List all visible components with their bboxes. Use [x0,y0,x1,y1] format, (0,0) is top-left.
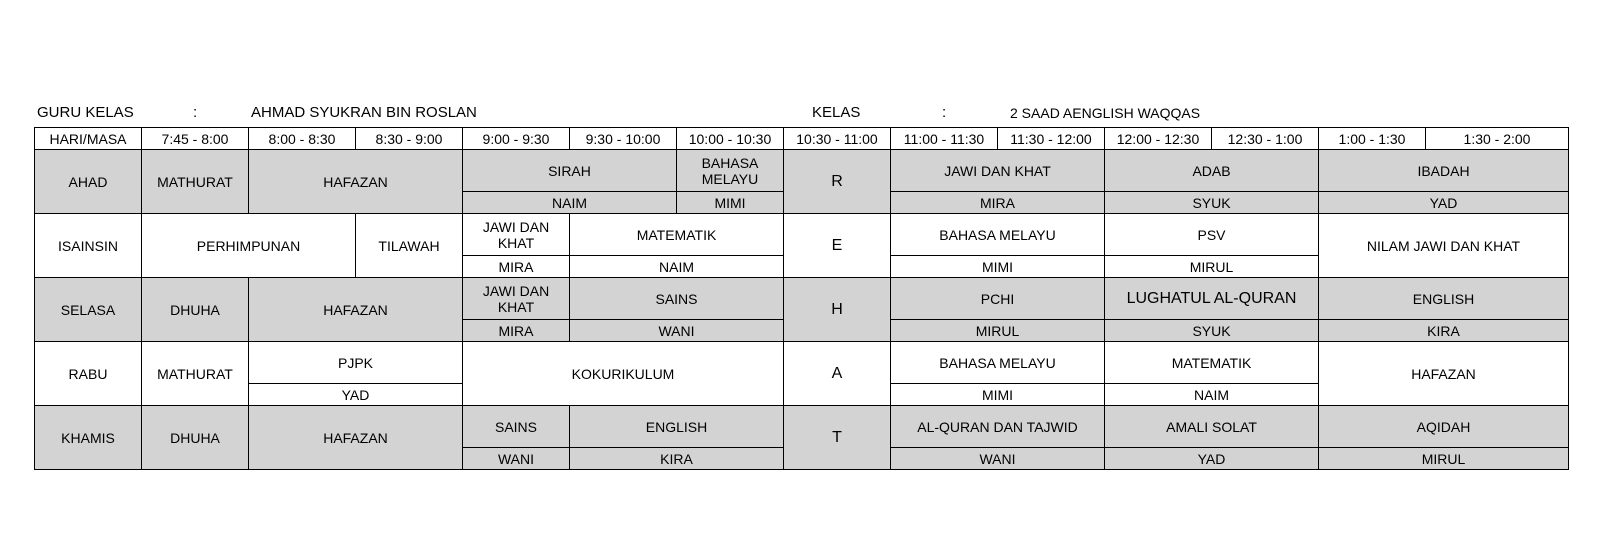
time-header-cell: 12:30 - 1:00 [1212,128,1319,150]
subject-cell: SAINS [570,278,784,320]
time-header-cell: 12:00 - 12:30 [1105,128,1212,150]
time-header-cell: 11:30 - 12:00 [998,128,1105,150]
teacher-cell: WANI [891,448,1105,470]
subject-cell: DHUHA [142,406,249,470]
day-row-isnin [35,214,1569,256]
guru-kelas-name: AHMAD SYUKRAN BIN ROSLAN [251,104,477,121]
subject-cell: ENGLISH [570,406,784,448]
subject-cell: JAWI DAN KHAT [463,214,570,256]
subject-cell: IBADAH [1319,150,1569,192]
subject-cell: SIRAH [463,150,677,192]
day-name-cell: ISAINSIN [35,214,142,278]
day-row-ahad [35,150,1569,192]
day-name-cell: KHAMIS [35,406,142,470]
time-header-cell: 11:00 - 11:30 [891,128,998,150]
teacher-cell: MIRA [891,192,1105,214]
subject-cell: NILAM JAWI DAN KHAT [1319,214,1569,278]
teacher-cell: SYUK [1105,192,1319,214]
teacher-cell: YAD [249,384,463,406]
subject-cell: ENGLISH [1319,278,1569,320]
teacher-cell: NAIM [463,192,677,214]
subject-cell: TILAWAH [356,214,463,278]
teacher-cell: MIMI [677,192,784,214]
subject-cell: HAFAZAN [249,278,463,342]
teacher-cell: MIRUL [1105,256,1319,278]
rehat-cell: R [784,150,891,214]
teacher-cell: MIRA [463,320,570,342]
guru-kelas-label: GURU KELAS [37,104,134,121]
time-header-cell: 10:00 - 10:30 [677,128,784,150]
time-header-cell: 1:00 - 1:30 [1319,128,1426,150]
time-header-cell: HARI/MASA [35,128,142,150]
day-name-cell: RABU [35,342,142,406]
subject-cell: HAFAZAN [1319,342,1569,406]
day-name-cell: SELASA [35,278,142,342]
subject-cell: AQIDAH [1319,406,1569,448]
subject-cell: PJPK [249,342,463,384]
subject-cell: MATEMATIK [570,214,784,256]
timetable [34,127,1569,470]
time-header-cell: 9:00 - 9:30 [463,128,570,150]
time-header-cell: 8:00 - 8:30 [249,128,356,150]
teacher-cell: KIRA [570,448,784,470]
time-header-cell: 7:45 - 8:00 [142,128,249,150]
subject-cell: MATHURAT [142,342,249,406]
subject-cell: ADAB [1105,150,1319,192]
rehat-cell: T [784,406,891,470]
teacher-cell: WANI [463,448,570,470]
teacher-cell: SYUK [1105,320,1319,342]
subject-cell: DHUHA [142,278,249,342]
subject-cell: BAHASA MELAYU [677,150,784,192]
teacher-cell: MIMI [891,256,1105,278]
teacher-cell: MIRUL [1319,448,1569,470]
subject-cell: MATHURAT [142,150,249,214]
subject-cell: AL-QURAN DAN TAJWID [891,406,1105,448]
teacher-cell: YAD [1319,192,1569,214]
teacher-cell: NAIM [570,256,784,278]
teacher-cell: YAD [1105,448,1319,470]
subject-cell: PCHI [891,278,1105,320]
kelas-label: KELAS [812,104,861,121]
day-row-khamis [35,406,1569,448]
subject-cell: KOKURIKULUM [463,342,784,406]
teacher-cell: NAIM [1105,384,1319,406]
rehat-cell: E [784,214,891,278]
subject-cell: HAFAZAN [249,150,463,214]
subject-cell: SAINS [463,406,570,448]
guru-colon: : [193,104,198,121]
teacher-cell: WANI [570,320,784,342]
subject-cell: AMALI SOLAT [1105,406,1319,448]
teacher-cell: MIRA [463,256,570,278]
rehat-cell: A [784,342,891,406]
time-header-row [35,128,1569,150]
subject-cell: PSV [1105,214,1319,256]
day-row-selasa [35,278,1569,320]
time-header-cell: 1:30 - 2:00 [1426,128,1569,150]
subject-cell: MATEMATIK [1105,342,1319,384]
day-name-cell: AHAD [35,150,142,214]
subject-cell: LUGHATUL AL-QURAN [1105,278,1319,320]
time-header-cell: 10:30 - 11:00 [784,128,891,150]
subject-cell: BAHASA MELAYU [891,214,1105,256]
teacher-cell: KIRA [1319,320,1569,342]
rehat-cell: H [784,278,891,342]
teacher-cell: MIRUL [891,320,1105,342]
day-row-rabu [35,342,1569,384]
time-header-cell: 9:30 - 10:00 [570,128,677,150]
teacher-cell: MIMI [891,384,1105,406]
time-header-cell: 8:30 - 9:00 [356,128,463,150]
kelas-name: 2 SAAD AENGLISH WAQQAS [1010,105,1201,121]
subject-cell: JAWI DAN KHAT [463,278,570,320]
subject-cell: BAHASA MELAYU [891,342,1105,384]
kelas-colon: : [942,104,947,121]
subject-cell: HAFAZAN [249,406,463,470]
subject-cell: JAWI DAN KHAT [891,150,1105,192]
subject-cell: PERHIMPUNAN [142,214,356,278]
